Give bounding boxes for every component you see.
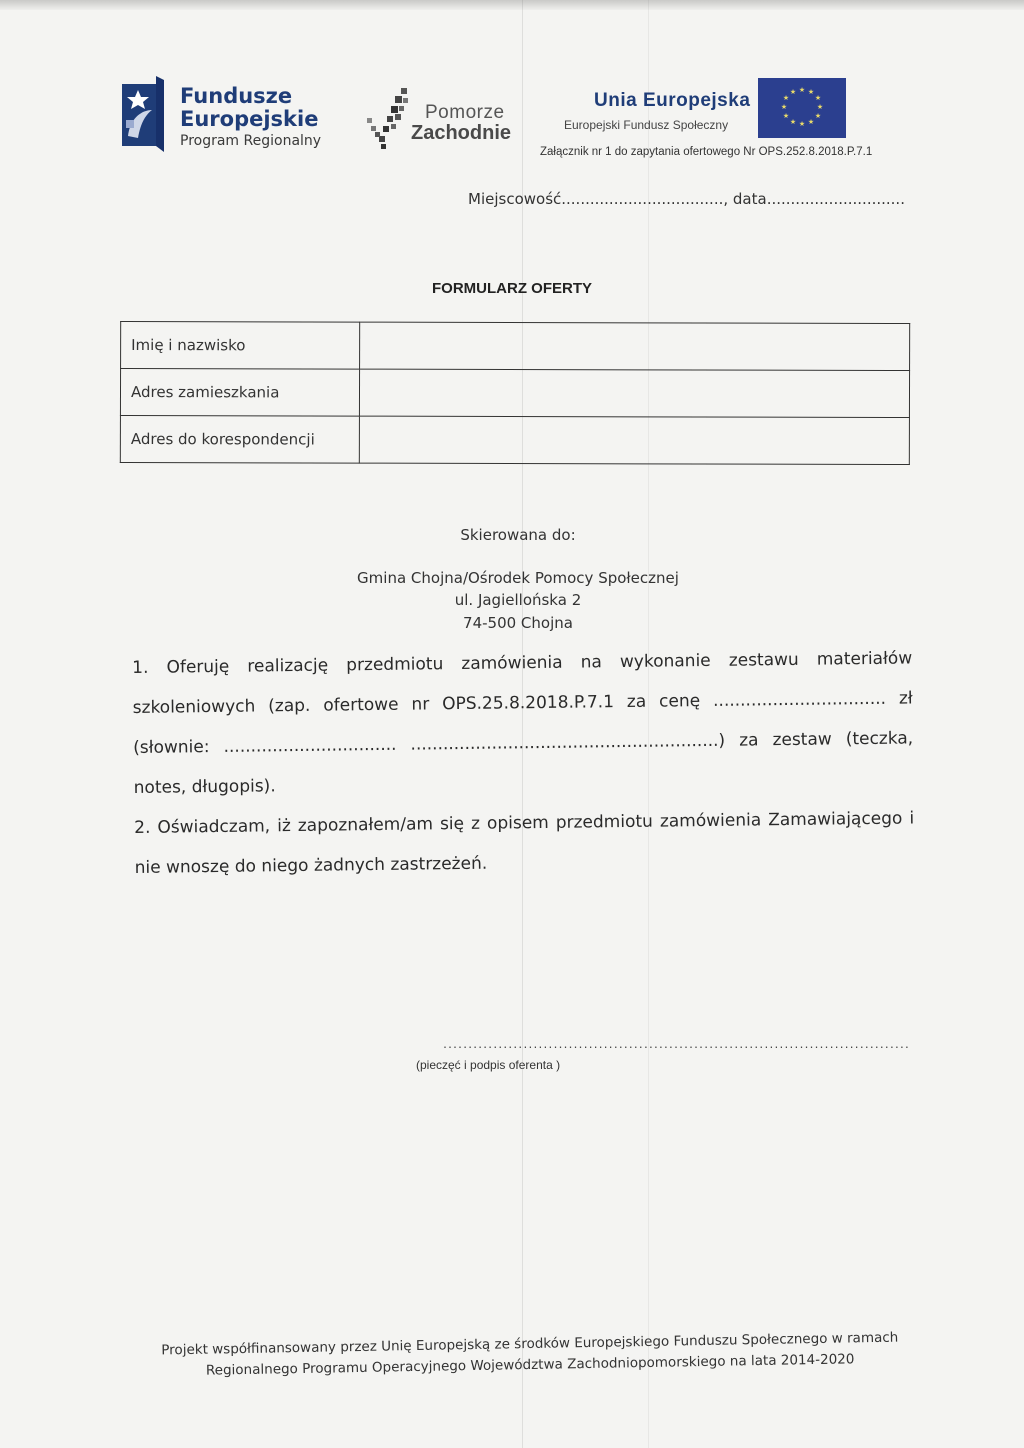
table-row xyxy=(121,321,910,370)
table-row xyxy=(120,368,909,417)
footer-note xyxy=(130,1327,931,1383)
svg-text:★: ★ xyxy=(789,118,797,126)
pomorze-checkmark-icon xyxy=(365,86,413,152)
svg-text:★: ★ xyxy=(780,103,788,111)
offerer-data-table xyxy=(120,321,910,465)
svg-text:★: ★ xyxy=(814,94,822,102)
unia-subtitle: Europejski Fundusz Społeczny xyxy=(564,118,729,132)
fundusze-europejskie-icon xyxy=(122,76,164,152)
svg-text:★: ★ xyxy=(807,88,815,96)
svg-text:★: ★ xyxy=(782,94,790,102)
addressee-line3: 74-500 Chojna xyxy=(463,613,573,632)
fundusze-line3: Program Regionalny xyxy=(180,133,322,149)
value-name-field[interactable] xyxy=(360,322,910,370)
fundusze-line1: Fundusze xyxy=(180,84,293,108)
pomorze-line1: Pomorze xyxy=(425,102,505,123)
svg-text:★: ★ xyxy=(807,118,815,126)
footer-line2: Regionalnego Programu Operacyjnego Województwa Zachodniopomorskiego na lata 2014-2020 xyxy=(205,1351,855,1379)
unia-title: Unia Europejska xyxy=(594,90,751,111)
eu-flag-icon xyxy=(758,78,846,138)
offer-body xyxy=(132,638,915,888)
signature-label: (pieczęć i podpis oferenta ) xyxy=(416,1058,561,1072)
addressee-lead: Skierowana do: xyxy=(460,526,576,544)
offer-paragraph-2: 2. Oświadczam, iż zapoznałem/am się z opisem przedmiotu zamówienia Zamawiającego i nie wnoszę do niego żadnych zastrzeżeń. xyxy=(134,808,915,878)
pomorze-line2: Zachodnie xyxy=(411,122,512,144)
fundusze-text xyxy=(180,86,321,148)
unia-europejska-logo xyxy=(560,78,850,138)
value-address-field[interactable] xyxy=(359,369,909,417)
svg-text:★: ★ xyxy=(814,112,822,120)
fundusze-line2: Europejskie xyxy=(180,107,319,131)
footer-line1: Projekt współfinansowany przez Unię Europejską ze środków Europejskiego Funduszu Społecznego w ramach xyxy=(161,1329,899,1359)
svg-text:★: ★ xyxy=(782,112,790,120)
label-address: Adres zamieszkania xyxy=(120,368,359,416)
signature-line: ............................................................................................. xyxy=(442,1040,909,1051)
offer-paragraph-1: 1. Oferuję realizację przedmiotu zamówienia na wykonanie zestawu materiałów szkoleniowych (zap. ofertowe nr OPS.25.8.2018.P.7.1 za cenę ................................ zł (słownie: ................................ .........................................................) za zestaw (teczka, notes, długopis). xyxy=(132,648,914,798)
scan-edge xyxy=(0,0,1024,10)
addressee-line2: ul. Jagiellońska 2 xyxy=(454,591,582,609)
place-date-line: Miejscowość.................................., data............................. xyxy=(468,190,905,208)
addressee-line1: Gmina Chojna/Ośrodek Pomocy Społecznej xyxy=(357,568,679,587)
value-correspondence-field[interactable] xyxy=(359,416,909,464)
addressee-block xyxy=(0,524,1024,634)
pomorze-zachodnie-logo xyxy=(365,86,515,156)
table-row xyxy=(120,415,909,464)
label-correspondence: Adres do korespondencji xyxy=(120,415,359,463)
svg-text:★: ★ xyxy=(789,88,797,96)
fundusze-europejskie-logo xyxy=(122,76,342,156)
svg-text:★: ★ xyxy=(798,120,806,128)
label-name: Imię i nazwisko xyxy=(121,321,360,369)
annex-reference: Załącznik nr 1 do zapytania ofertowego Nr OPS.252.8.2018.P.7.1 xyxy=(540,146,873,158)
svg-text:★: ★ xyxy=(816,103,824,111)
svg-text:★: ★ xyxy=(798,86,806,94)
form-title: FORMULARZ OFERTY xyxy=(432,280,592,297)
